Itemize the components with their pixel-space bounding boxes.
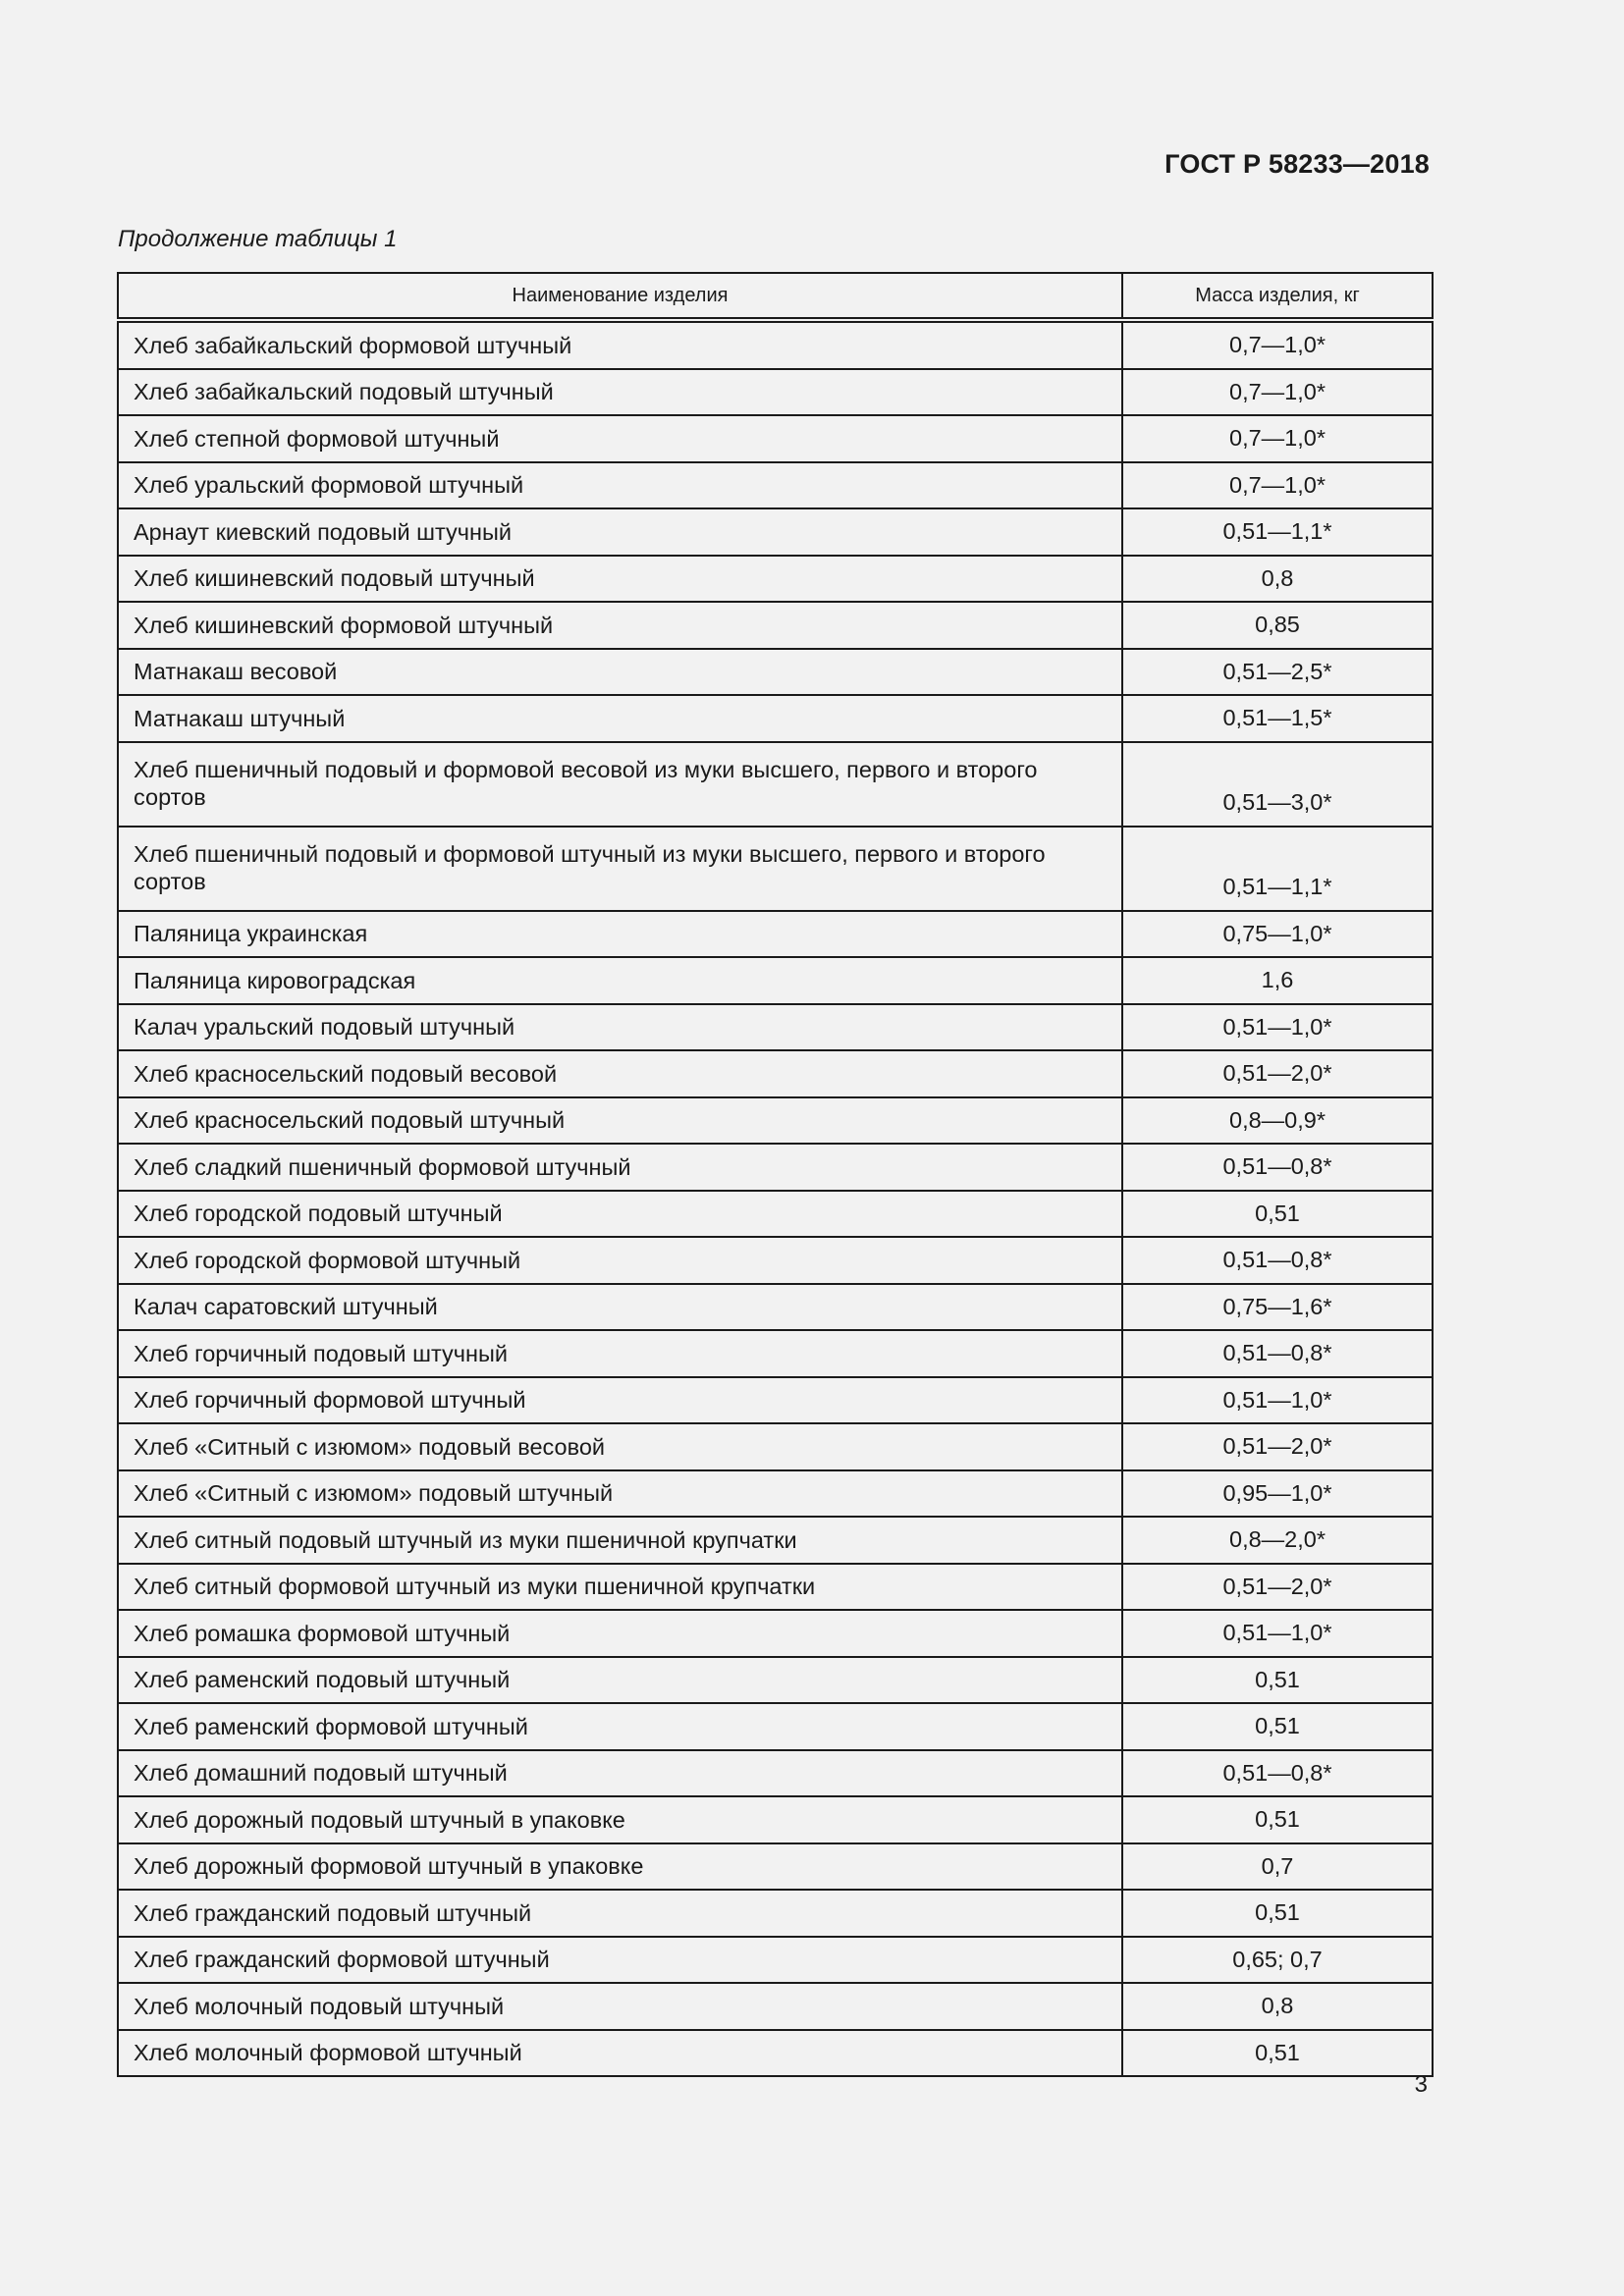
header-product-name: Наименование изделия (118, 273, 1122, 320)
table-row (118, 1843, 1433, 1891)
product-name-cell: Хлеб пшеничный подовый и формовой весовой из муки высшего, первого и второго сортов (118, 742, 1122, 827)
product-name-cell: Хлеб красносельский подовый штучный (118, 1097, 1122, 1145)
product-name-cell: Паляница украинская (118, 911, 1122, 958)
product-name-cell: Хлеб сладкий пшеничный формовой штучный (118, 1144, 1122, 1191)
product-name-cell: Хлеб домашний подовый штучный (118, 1750, 1122, 1797)
table-row (118, 1703, 1433, 1750)
product-name-cell: Паляница кировоградская (118, 957, 1122, 1004)
table-row (118, 508, 1433, 556)
product-name-cell: Хлеб городской подовый штучный (118, 1191, 1122, 1238)
product-name-cell: Калач уральский подовый штучный (118, 1004, 1122, 1051)
table-row (118, 1750, 1433, 1797)
product-mass-cell: 0,51—1,5* (1122, 695, 1433, 742)
product-mass-cell: 0,51—0,8* (1122, 1750, 1433, 1797)
product-mass-cell: 0,51—1,0* (1122, 1610, 1433, 1657)
table-row (118, 1796, 1433, 1843)
product-mass-cell: 0,75—1,0* (1122, 911, 1433, 958)
product-name-cell: Хлеб горчичный подовый штучный (118, 1330, 1122, 1377)
product-name-cell: Хлеб раменский подовый штучный (118, 1657, 1122, 1704)
product-name-cell: Хлеб гражданский формовой штучный (118, 1937, 1122, 1984)
product-mass-cell: 0,7—1,0* (1122, 320, 1433, 369)
product-name-cell: Хлеб горчичный формовой штучный (118, 1377, 1122, 1424)
table-row (118, 649, 1433, 696)
product-mass-cell: 0,51—1,0* (1122, 1377, 1433, 1424)
table-row (118, 1097, 1433, 1145)
product-mass-cell: 0,51—0,8* (1122, 1237, 1433, 1284)
table-row (118, 1564, 1433, 1611)
table-row (118, 462, 1433, 509)
product-name-cell: Хлеб «Ситный с изюмом» подовый весовой (118, 1423, 1122, 1470)
product-mass-cell: 0,85 (1122, 602, 1433, 649)
product-name-cell: Хлеб гражданский подовый штучный (118, 1890, 1122, 1937)
table-row (118, 369, 1433, 416)
product-mass-cell: 0,51 (1122, 1796, 1433, 1843)
product-name-cell: Матнакаш штучный (118, 695, 1122, 742)
page-number: 3 (1414, 2071, 1428, 2098)
product-name-cell: Хлеб уральский формовой штучный (118, 462, 1122, 509)
table-row (118, 1983, 1433, 2030)
table-row (118, 1330, 1433, 1377)
table-row (118, 1004, 1433, 1051)
product-name-cell: Хлеб забайкальский формовой штучный (118, 320, 1122, 369)
table-row (118, 1191, 1433, 1238)
product-mass-cell: 0,8 (1122, 556, 1433, 603)
product-name-cell: Калач саратовский штучный (118, 1284, 1122, 1331)
product-mass-cell: 0,51—0,8* (1122, 1330, 1433, 1377)
product-mass-cell: 0,51—0,8* (1122, 1144, 1433, 1191)
table-row (118, 1237, 1433, 1284)
table-header-row (118, 273, 1433, 320)
product-mass-cell: 0,51—2,5* (1122, 649, 1433, 696)
product-mass-cell: 0,95—1,0* (1122, 1470, 1433, 1518)
table-row (118, 1517, 1433, 1564)
product-name-cell: Хлеб городской формовой штучный (118, 1237, 1122, 1284)
table-row (118, 827, 1433, 911)
table-row (118, 415, 1433, 462)
product-mass-cell: 0,51—2,0* (1122, 1050, 1433, 1097)
product-mass-cell: 0,7—1,0* (1122, 415, 1433, 462)
product-mass-cell: 0,51 (1122, 1191, 1433, 1238)
product-mass-cell: 0,8 (1122, 1983, 1433, 2030)
table-row (118, 1284, 1433, 1331)
table-row (118, 602, 1433, 649)
product-mass-cell: 0,8—0,9* (1122, 1097, 1433, 1145)
table-caption: Продолжение таблицы 1 (118, 226, 398, 252)
product-name-cell: Хлеб ситный формовой штучный из муки пшеничной крупчатки (118, 1564, 1122, 1611)
table-row (118, 1377, 1433, 1424)
product-name-cell: Хлеб кишиневский подовый штучный (118, 556, 1122, 603)
product-name-cell: Хлеб дорожный формовой штучный в упаковке (118, 1843, 1122, 1891)
product-name-cell: Хлеб раменский формовой штучный (118, 1703, 1122, 1750)
product-mass-cell: 0,51 (1122, 2030, 1433, 2077)
product-mass-cell: 0,7—1,0* (1122, 369, 1433, 416)
table-row (118, 2030, 1433, 2077)
product-mass-cell: 0,75—1,6* (1122, 1284, 1433, 1331)
table-row (118, 1890, 1433, 1937)
table-row (118, 1050, 1433, 1097)
table-row (118, 911, 1433, 958)
product-mass-cell: 0,51 (1122, 1703, 1433, 1750)
product-mass-cell: 0,51—2,0* (1122, 1564, 1433, 1611)
product-mass-cell: 0,7—1,0* (1122, 462, 1433, 509)
product-name-cell: Матнакаш весовой (118, 649, 1122, 696)
table-row (118, 320, 1433, 369)
product-name-cell: Хлеб «Ситный с изюмом» подовый штучный (118, 1470, 1122, 1518)
table-row (118, 556, 1433, 603)
product-name-cell: Хлеб молочный подовый штучный (118, 1983, 1122, 2030)
product-name-cell: Хлеб ситный подовый штучный из муки пшеничной крупчатки (118, 1517, 1122, 1564)
product-mass-cell: 0,8—2,0* (1122, 1517, 1433, 1564)
product-name-cell: Хлеб молочный формовой штучный (118, 2030, 1122, 2077)
product-name-cell: Хлеб дорожный подовый штучный в упаковке (118, 1796, 1122, 1843)
table-row (118, 1423, 1433, 1470)
table-row (118, 957, 1433, 1004)
product-name-cell: Арнаут киевский подовый штучный (118, 508, 1122, 556)
product-mass-table (117, 272, 1434, 2077)
product-mass-cell: 1,6 (1122, 957, 1433, 1004)
product-mass-cell: 0,51—1,1* (1122, 508, 1433, 556)
product-name-cell: Хлеб кишиневский формовой штучный (118, 602, 1122, 649)
table-row (118, 1610, 1433, 1657)
product-name-cell: Хлеб забайкальский подовый штучный (118, 369, 1122, 416)
product-name-cell: Хлеб степной формовой штучный (118, 415, 1122, 462)
product-mass-cell: 0,7 (1122, 1843, 1433, 1891)
product-mass-cell: 0,51—3,0* (1122, 742, 1433, 827)
product-mass-cell: 0,65; 0,7 (1122, 1937, 1433, 1984)
product-mass-cell: 0,51—1,1* (1122, 827, 1433, 911)
product-name-cell: Хлеб ромашка формовой штучный (118, 1610, 1122, 1657)
product-mass-cell: 0,51—1,0* (1122, 1004, 1433, 1051)
product-name-cell: Хлеб красносельский подовый весовой (118, 1050, 1122, 1097)
table-row (118, 695, 1433, 742)
table-row (118, 1470, 1433, 1518)
product-mass-cell: 0,51—2,0* (1122, 1423, 1433, 1470)
document-code: ГОСТ Р 58233—2018 (1164, 149, 1430, 179)
table-row (118, 1144, 1433, 1191)
header-product-mass: Масса изделия, кг (1122, 273, 1433, 320)
table-row (118, 1657, 1433, 1704)
product-mass-cell: 0,51 (1122, 1890, 1433, 1937)
table-row (118, 742, 1433, 827)
product-mass-cell: 0,51 (1122, 1657, 1433, 1704)
product-name-cell: Хлеб пшеничный подовый и формовой штучный из муки высшего, первого и второго сортов (118, 827, 1122, 911)
table-row (118, 1937, 1433, 1984)
